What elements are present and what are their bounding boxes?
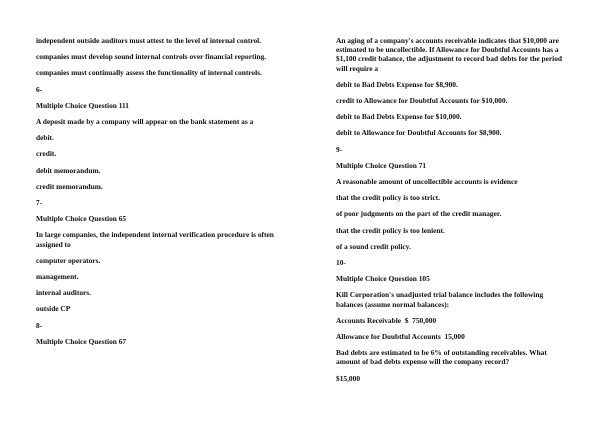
question-heading: Multiple Choice Question 105 [336, 274, 430, 284]
question-text: An aging of a company's accounts receivable indicates that $10,000 are estimated to be uncollectible. If Allowance for Doubtful Accounts has a $1,100 credit balance, the adjustment to record bad debts for the period will require a [336, 36, 563, 73]
question-text: Bad debts are estimated to be 6% of outstanding receivables. What amount of bad debts expense will the company record? [336, 348, 547, 367]
left-column [36, 36, 276, 353]
answer-option: that the credit policy is too strict. [336, 193, 440, 203]
answer-option: $15,000 [336, 373, 361, 383]
question-text: A reasonable amount of uncollectible accounts is evidence [336, 177, 518, 187]
question-number: 6- [36, 84, 43, 94]
answer-option: debit. [36, 133, 54, 143]
answer-option: computer operators. [36, 255, 101, 265]
question-text: A deposit made by a company will appear on the bank statement as a [36, 117, 254, 127]
question-number: 7- [36, 198, 43, 208]
question-number: 9- [336, 144, 343, 154]
answer-option: credit to Allowance for Doubtful Accounts for $10,000. [336, 96, 508, 106]
answer-option: management. [36, 272, 79, 282]
balance-line: Allowance for Doubtful Accounts 15,000 [336, 332, 465, 342]
answer-option: of a sound credit policy. [336, 241, 411, 251]
answer-option: debit to Bad Debts Expense for $10,000. [336, 112, 462, 122]
answer-option: companies must develop sound internal controls over financial reporting. [36, 52, 267, 62]
answer-option: debit memorandum. [36, 165, 101, 175]
balance-line: Accounts Receivable $ 750,000 [336, 315, 437, 325]
question-heading: Multiple Choice Question 65 [36, 214, 127, 224]
question-number: 8- [36, 320, 43, 330]
answer-option: that the credit policy is too lenient. [336, 225, 445, 235]
answer-option: outside CP [36, 304, 71, 314]
question-heading: Multiple Choice Question 71 [336, 160, 427, 170]
answer-option: debit to Allowance for Doubtful Accounts for $8,900. [336, 128, 502, 138]
answer-option: of poor judgments on the part of the credit manager. [336, 209, 502, 219]
answer-option: internal auditors. [36, 288, 92, 298]
answer-option: debit to Bad Debts Expense for $8,900. [336, 79, 458, 89]
question-number: 10- [336, 258, 346, 268]
question-text: In large companies, the independent internal verification procedure is often assigned to [36, 230, 274, 249]
answer-option: credit memorandum. [36, 181, 103, 191]
answer-option: credit. [36, 149, 57, 159]
question-heading: Multiple Choice Question 111 [36, 100, 130, 110]
question-text: Kill Corporation's unadjusted trial balance includes the following balances (assume normal balances): [336, 290, 544, 309]
question-heading: Multiple Choice Question 67 [36, 336, 127, 346]
answer-option: companies must continually assess the functionality of internal controls. [36, 68, 262, 78]
right-column [336, 36, 568, 390]
answer-option: independent outside auditors must attest to the level of internal control. [36, 36, 262, 45]
